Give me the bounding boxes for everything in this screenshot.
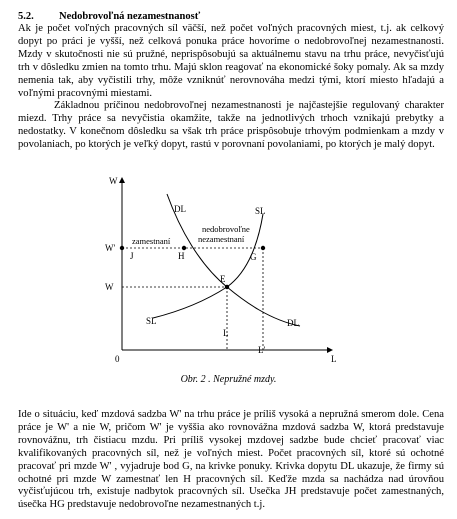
point-e-dot xyxy=(225,285,229,289)
nezamestnani-label-1: nedobrovoľne xyxy=(202,224,250,234)
y-axis-label: W xyxy=(109,176,118,186)
origin-label: 0 xyxy=(115,354,120,364)
point-e-label: E xyxy=(220,274,226,284)
document-page xyxy=(18,10,444,152)
point-h-label: H xyxy=(178,251,185,261)
l-prime-label: L' xyxy=(258,345,266,355)
supply-bottom-label: SL xyxy=(146,316,157,326)
nezamestnani-label-2: nezamestnaní xyxy=(198,234,245,244)
paragraph-2: Základnou príčinou nedobrovoľnej nezamestnanosti je najčastejšie regulovaný charakter miezd. Trhy práce sa nevyčistia okamžite, takže na jednotlivých trhoch vznikajú prebytky a nedostatky. V konečnom dôsledku sa však trh práce prispôsobuje trhovým podmienkam a mzdy v povolaniach, po ktorých je veľký dopyt, rastú v porovnaní povolaniami, po ktorých je malý dopyt. xyxy=(18,100,444,151)
zamestnani-label: zamestnaní xyxy=(132,236,171,246)
l-label: L xyxy=(223,328,229,338)
labor-market-figure xyxy=(95,170,345,365)
point-j-dot xyxy=(120,246,124,250)
point-h-dot xyxy=(182,246,186,250)
demand-top-label: DL xyxy=(174,204,186,214)
point-g-label: G xyxy=(250,252,257,262)
paragraph-1: Ak je počet voľných pracovných síl väčší, než počet voľných pracovných miest, t.j. ak celkový dopyt po práci je vyšší, než celková ponuka práce hovoríme o nedobrovoľnej nezamestnanosti. Mzdy v skutočnosti nie sú pružné, neprispôsobujú sa aktuálnemu stavu na trhu práce, nevyčisťujú trh v dôsledku zmien na tomto trhu. Majú sklon reagovať na ekonomické šoky pomaly. Ak sa mzdy nemenia tak, aby vyčistili trhy, môže vzniknúť nerovnováha medzi tými, ktorí miesto hľadajú a voľnými pracovnými miestami. xyxy=(18,23,444,99)
paragraph-3: Ide o situáciu, keď mzdová sadzba W' na trhu práce je príliš vysoká a nepružná smerom dole. Cena práce je W' a nie W, pričom W' je vyššia ako rovnovážna mzdová sadzba W, ktorá predstavuje rovnovážnu, trh čistiacu mzdu. Pri príliš vysokej mzdovej sadzbe bude chcieť pracovať viac kvalifikovaných pracovných síl, než je voľných miest. Počet pracovných síl, ktoré sú ochotné pracovať pri mzde W' , vyjadruje bod G, na krivke ponuky. Krivka dopytu DL ukazuje, že firmy sú ochotné pri mzde W zamestnať len H pracovných síl. Keďže mzda sa nachádza nad úrovňou vyčisťujúcou trh, existuje nadbytok pracovných síl. Usečka JH predstavuje počet zamestnaných, úsečka HG predstavuje nedobrovoľne nezamestnaných t.j. xyxy=(18,409,444,511)
figure-caption: Obr. 2 . Nepružné mzdy. xyxy=(180,374,277,385)
demand-curve xyxy=(167,194,300,326)
section-heading xyxy=(18,10,444,23)
demand-bottom-label: DL xyxy=(287,318,299,328)
point-g-dot xyxy=(261,246,265,250)
w-prime-label: W' xyxy=(105,243,116,253)
w-label: W xyxy=(105,282,114,292)
x-axis-label: L xyxy=(331,354,337,364)
section-title: Nedobrovoľná nezamestnanosť xyxy=(59,11,201,22)
supply-top-label: SL xyxy=(255,206,266,216)
section-number: 5.2. xyxy=(18,11,34,22)
point-j-label: J xyxy=(130,251,134,261)
document-continuation xyxy=(18,409,444,512)
